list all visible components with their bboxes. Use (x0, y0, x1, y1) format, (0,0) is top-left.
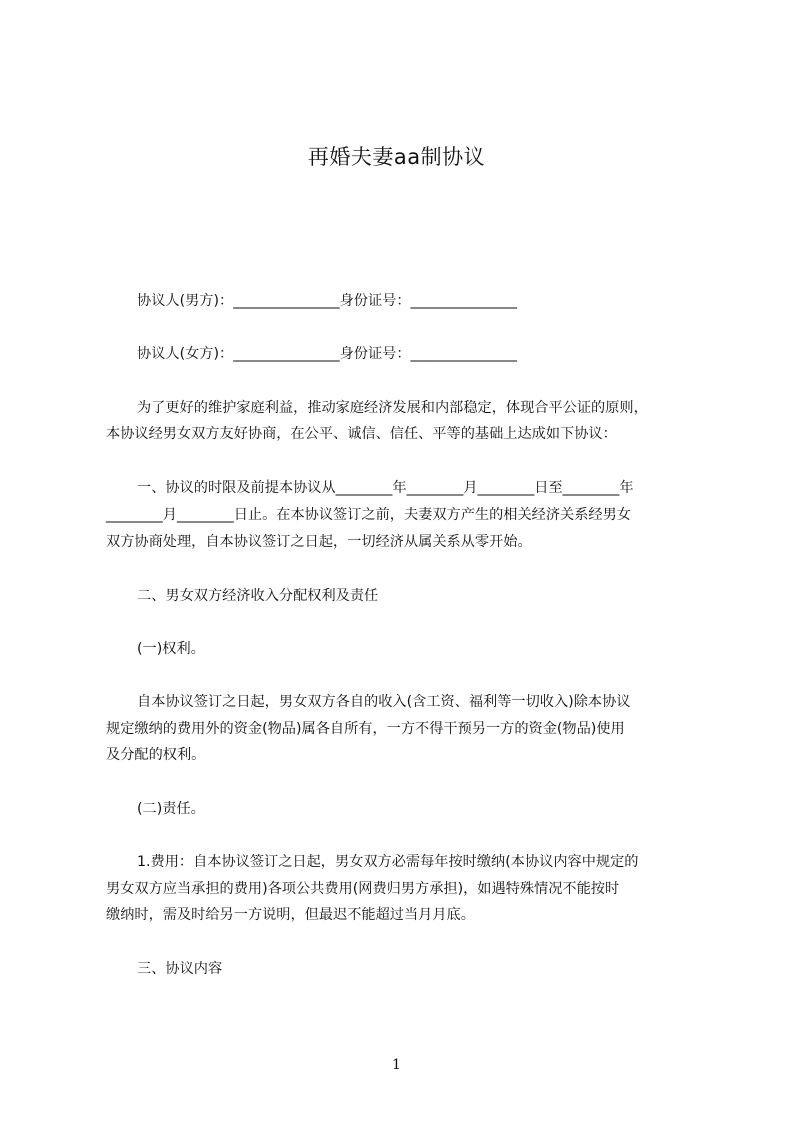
preamble-line-2: 本协议经男女双方友好协商，在公平、诚信、信任、平等的基础上达成如下协议： (106, 426, 617, 442)
party-female-line: 协议人(女方)：_______________身份证号：_______________ (137, 346, 517, 362)
section-3-heading: 三、协议内容 (137, 961, 223, 977)
subsection-rights-heading: (一)权利。 (137, 641, 205, 657)
rights-line-1: 自本协议签订之日起，男女双方各自的收入(含工资、福利等一切收入)除本协议 (137, 694, 631, 710)
duties-line-1: 1.费用：自本协议签订之日起，男女双方必需每年按时缴纳(本协议内容中规定的 (137, 854, 639, 870)
document-title: 再婚夫妻aa制协议 (307, 145, 486, 169)
section-1-line-1: 一、协议的时限及前提本协议从________年________月________日至________年 (137, 480, 634, 496)
subsection-duties-heading: (二)责任。 (137, 801, 205, 817)
preamble-line-1: 为了更好的维护家庭利益，推动家庭经济发展和内部稳定，体现合平公证的原则， (137, 400, 648, 416)
section-1-line-2: ________月________日止。在本协议签订之前，夫妻双方产生的相关经济关系经男女 (106, 507, 631, 523)
rights-line-3: 及分配的权利。 (106, 747, 206, 763)
section-1-line-3: 双方协商处理，自本协议签订之日起，一切经济从属关系从零开始。 (106, 534, 532, 550)
duties-line-3: 缴纳时，需及时给另一方说明，但最迟不能超过当月月底。 (106, 907, 475, 923)
section-2-heading: 二、男女双方经济收入分配权利及责任 (137, 588, 379, 604)
page-number: 1 (392, 1057, 401, 1073)
duties-line-2: 男女双方应当承担的费用)各项公共费用(网费归男方承担)，如遇特殊情况不能按时 (106, 881, 620, 897)
party-male-line: 协议人(男方)：_______________身份证号：_______________ (137, 293, 517, 309)
rights-line-2: 规定缴纳的费用外的资金(物品)属各自所有，一方不得干预另一方的资金(物品)使用 (106, 721, 625, 737)
